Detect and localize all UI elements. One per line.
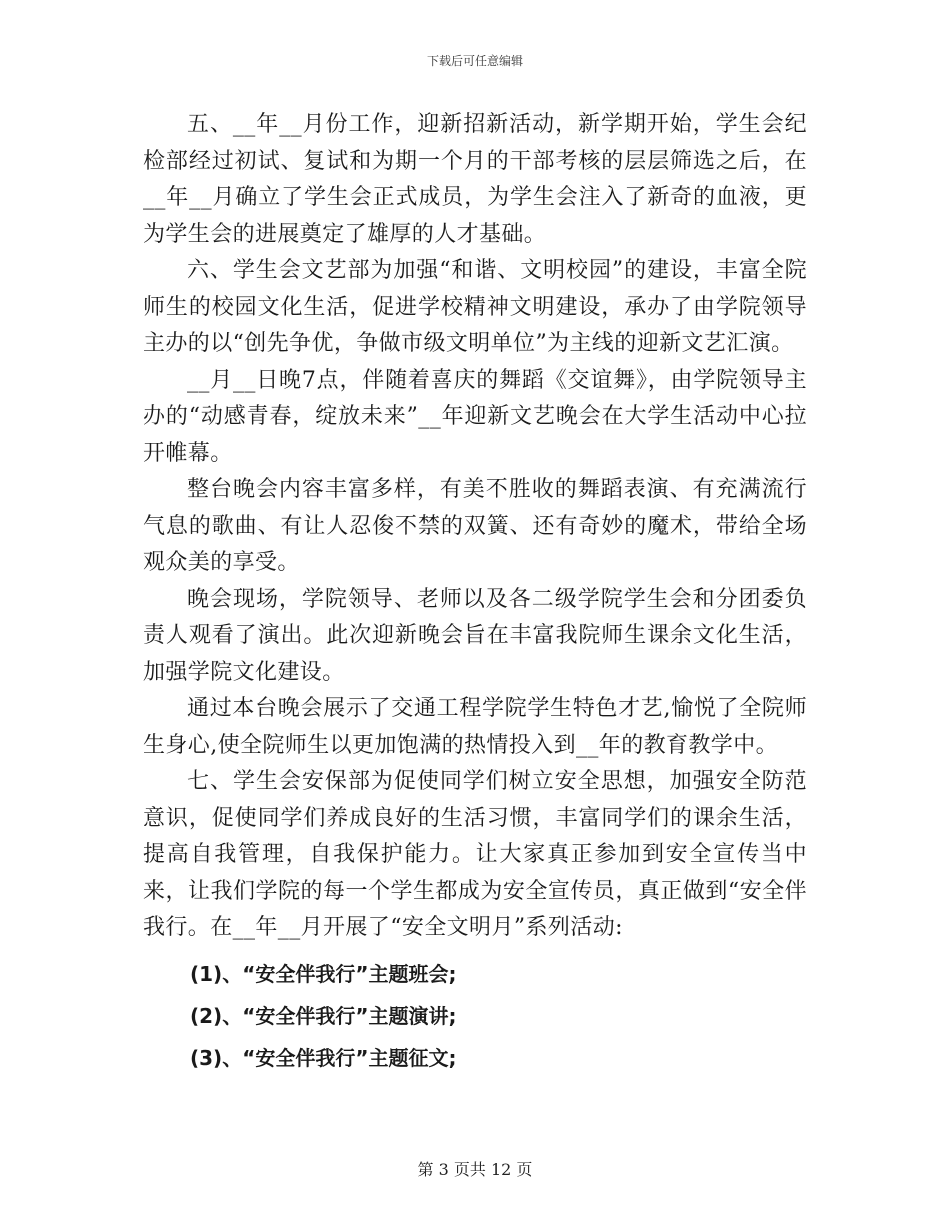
page-footer: 第 3 页共 12 页: [417, 1160, 533, 1179]
list-item: (3)、“安全伴我行”主题征文;: [190, 1045, 457, 1070]
paragraph-gala-content: 整台晚会内容丰富多样，有美不胜收的舞蹈表演、有充满流行气息的歌曲、有让人忍俊不禁的双簧、还有奇妙的魔术，带给全场观众美的享受。: [143, 477, 807, 575]
paragraph-gala-audience: 晚会现场，学院领导、老师以及各二级学院学生会和分团委负责人观看了演出。此次迎新晚会旨在丰富我院师生课余文化生活，加强学院文化建设。: [143, 586, 807, 685]
document-body: [143, 107, 807, 1079]
paragraph-gala-opening: __月__日晚7点，伴随着喜庆的舞蹈《交谊舞》，由学院领导主办的“动感青春，绽放未来”__年迎新文艺晚会在大学生活动中心拉开帷幕。: [143, 367, 807, 466]
paragraph-section-7: 七、学生会安保部为促使同学们树立安全思想，加强安全防范意识，促使同学们养成良好的生活习惯，丰富同学们的课余生活，提高自我管理，自我保护能力。让大家真正参加到安全宣传当中来，让我们学院的每一个学生都成为安全宣传员，真正做到“安全伴我行。在__年__月开展了“安全文明月”系列活动:: [143, 769, 807, 940]
paragraph-section-5: 五、__年__月份工作，迎新招新活动，新学期开始，学生会纪检部经过初试、复试和为期一个月的干部考核的层层筛选之后，在__年__月确立了学生会正式成员，为学生会注入了新奇的血液，更为学生会的进展奠定了雄厚的人才基础。: [143, 112, 807, 247]
list-item: (2)、“安全伴我行”主题演讲;: [190, 1003, 457, 1028]
page-header: 下载后可任意编辑: [426, 54, 523, 68]
list-item: (1)、“安全伴我行”主题班会;: [190, 961, 457, 986]
paragraph-section-6: 六、学生会文艺部为加强“和谐、文明校园”的建设，丰富全院师生的校园文化生活，促进学校精神文明建设，承办了由学院领导主办的以“创先争优，争做市级文明单位”为主线的迎新文艺汇演。: [143, 258, 807, 356]
paragraph-gala-summary: 通过本台晚会展示了交通工程学院学生特色才艺,愉悦了全院师生身心,使全院师生以更加饱满的热情投入到__年的教育教学中。: [143, 696, 807, 758]
